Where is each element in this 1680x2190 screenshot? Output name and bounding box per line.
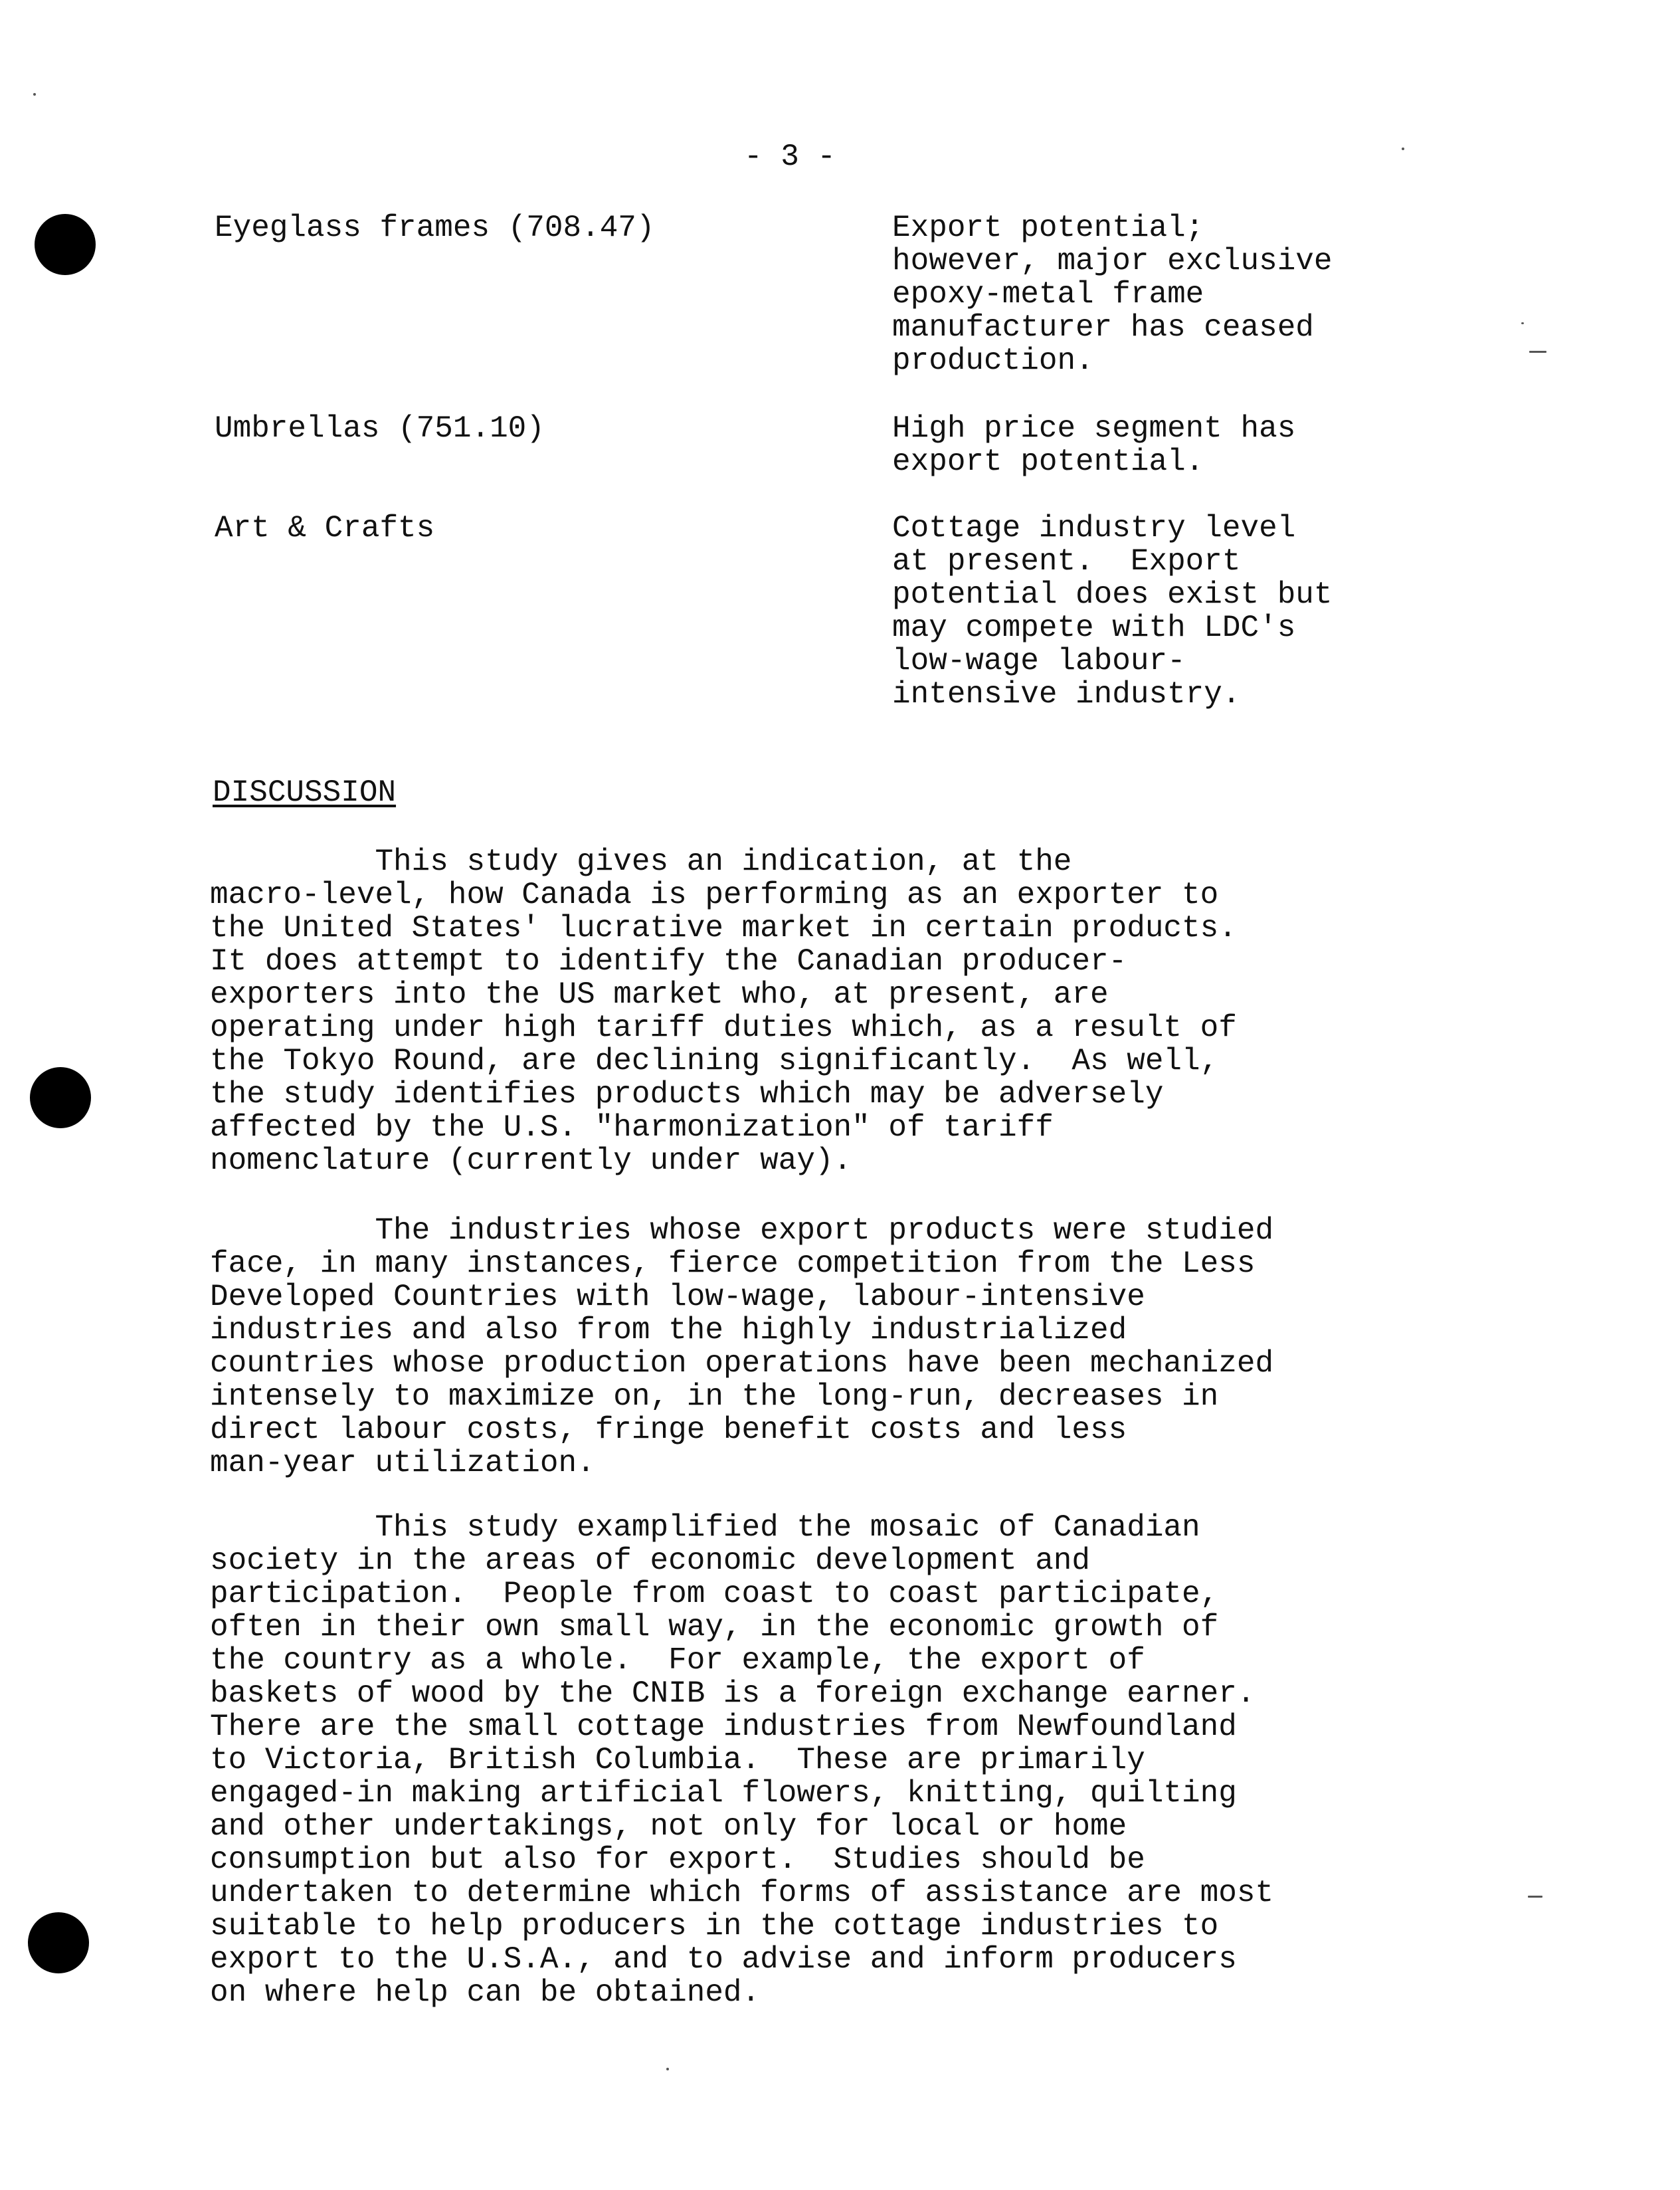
- paragraph-line: affected by the U.S. "harmonization" of tariff: [210, 1110, 1054, 1145]
- note-line: Cottage industry level: [892, 511, 1296, 546]
- note-line: however, major exclusive: [892, 244, 1333, 278]
- paragraph-line: There are the small cottage industries from Newfoundland: [210, 1710, 1237, 1744]
- paragraph-line: direct labour costs, fringe benefit costs and less: [210, 1413, 1127, 1447]
- paragraph-line: The industries whose export products were studied: [210, 1213, 1274, 1248]
- paragraph-line: the study identifies products which may be adversely: [210, 1077, 1164, 1112]
- page-number: - 3 -: [744, 140, 836, 174]
- paragraph-line: export to the U.S.A., and to advise and inform producers: [210, 1942, 1237, 1977]
- paragraph-line: operating under high tariff duties which, as a result of: [210, 1011, 1237, 1045]
- section-heading: DISCUSSION: [213, 775, 397, 810]
- paragraph-line: the country as a whole. For example, the export of: [210, 1643, 1145, 1678]
- paragraph-line: This study gives an indication, at the: [210, 845, 1072, 879]
- paragraph-line: exporters into the US market who, at present, are: [210, 977, 1109, 1012]
- paragraph-line: face, in many instances, fierce competition from the Less: [210, 1246, 1256, 1281]
- paragraph-line: engaged-in making artificial flowers, knitting, quilting: [210, 1776, 1237, 1811]
- discussion-paragraph: [210, 1214, 1406, 1480]
- scan-speck: [1521, 322, 1524, 324]
- note-line: intensive industry.: [892, 677, 1241, 712]
- paragraph-line: industries and also from the highly industrialized: [210, 1313, 1127, 1347]
- paragraph-line: macro-level, how Canada is performing as an exporter to: [210, 878, 1219, 912]
- paragraph-line: consumption but also for export. Studies should be: [210, 1842, 1145, 1877]
- paragraph-line: baskets of wood by the CNIB is a foreign exchange earner.: [210, 1676, 1256, 1711]
- note-line: manufacturer has ceased: [892, 310, 1314, 345]
- note-line: production.: [892, 344, 1094, 378]
- paragraph-line: undertaken to determine which forms of assistance are most: [210, 1876, 1274, 1910]
- paragraph-line: often in their own small way, in the economic growth of: [210, 1610, 1219, 1644]
- discussion-paragraph: [210, 1511, 1406, 2009]
- paragraph-line: countries whose production operations have been mechanized: [210, 1346, 1274, 1381]
- scan-speck: [1402, 148, 1404, 150]
- paragraph-line: the United States' lucrative market in certain products.: [210, 911, 1237, 946]
- item-name: Art & Crafts: [215, 511, 435, 546]
- item-name: Eyeglass frames (708.47): [215, 211, 655, 245]
- scan-speck: [666, 2068, 669, 2070]
- paragraph-line: on where help can be obtained.: [210, 1975, 761, 2010]
- paragraph-line: intensely to maximize on, in the long-run, decreases in: [210, 1379, 1219, 1414]
- item-note: [892, 211, 1397, 377]
- note-line: Export potential;: [892, 211, 1204, 245]
- note-line: epoxy-metal frame: [892, 277, 1204, 312]
- paragraph-line: This study examplified the mosaic of Canadian: [210, 1510, 1200, 1545]
- paragraph-line: It does attempt to identify the Canadian producer-: [210, 944, 1127, 979]
- paragraph-line: nomenclature (currently under way).: [210, 1144, 852, 1178]
- paragraph-line: man-year utilization.: [210, 1446, 595, 1480]
- note-line: High price segment has: [892, 411, 1296, 446]
- note-line: potential does exist but: [892, 577, 1333, 612]
- punch-hole: [30, 1067, 91, 1128]
- note-line: at present. Export: [892, 544, 1241, 579]
- paragraph-line: society in the areas of economic development and: [210, 1543, 1091, 1578]
- scan-speck: [1529, 351, 1546, 353]
- scan-speck: [33, 93, 36, 96]
- note-line: export potential.: [892, 445, 1204, 479]
- note-line: low-wage labour-: [892, 644, 1186, 678]
- paragraph-line: participation. People from coast to coast participate,: [210, 1577, 1219, 1611]
- paragraph-line: suitable to help producers in the cottage industries to: [210, 1909, 1219, 1943]
- item-note: [892, 512, 1397, 711]
- scan-speck: [1528, 1896, 1542, 1898]
- punch-hole: [28, 1912, 89, 1973]
- note-line: may compete with LDC's: [892, 611, 1296, 645]
- paragraph-line: Developed Countries with low-wage, labour-intensive: [210, 1280, 1145, 1314]
- item-note: [892, 412, 1397, 478]
- paragraph-line: and other undertakings, not only for local or home: [210, 1809, 1127, 1844]
- punch-hole: [35, 214, 96, 275]
- paragraph-line: the Tokyo Round, are declining significantly. As well,: [210, 1044, 1219, 1078]
- item-name: Umbrellas (751.10): [215, 411, 545, 446]
- discussion-paragraph: [210, 845, 1406, 1177]
- paragraph-line: to Victoria, British Columbia. These are primarily: [210, 1743, 1145, 1777]
